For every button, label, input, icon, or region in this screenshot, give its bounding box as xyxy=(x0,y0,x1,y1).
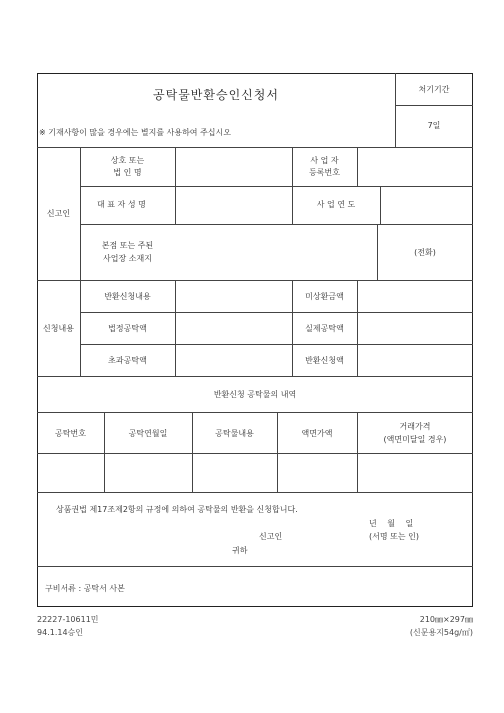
divider xyxy=(37,566,473,567)
label-actual-deposit: 실제공탁액 xyxy=(305,324,344,333)
face-value-cell[interactable] xyxy=(278,454,356,491)
signer-label: 신고인 xyxy=(259,532,283,541)
processing-period-value: 7일 xyxy=(427,121,441,130)
label-representative-name: 대 표 자 성 명 xyxy=(97,200,146,209)
label-address: 본점 또는 주된 xyxy=(101,241,154,250)
section-request: 신청내용 xyxy=(43,324,74,333)
registration-number-field[interactable] xyxy=(358,148,472,185)
processing-period-label: 처기기간 xyxy=(418,85,450,94)
divider xyxy=(395,105,473,106)
column-header: 거래가격 xyxy=(399,422,431,431)
label-business-name: 법 인 명 xyxy=(113,168,142,177)
excess-deposit-field[interactable] xyxy=(176,345,291,375)
label-address: 사업장 소재지 xyxy=(103,254,152,263)
business-name-field[interactable] xyxy=(176,148,291,185)
actual-deposit-field[interactable] xyxy=(358,313,472,343)
signature-hint: (서명 또는 인) xyxy=(369,532,419,541)
page-title: 공탁물반환승인신청서 xyxy=(153,88,279,102)
label-registration-number: 사 업 자 xyxy=(310,156,339,165)
label-registration-number: 등록번호 xyxy=(309,168,340,177)
column-header: 공탁물내용 xyxy=(215,429,254,438)
address-field[interactable] xyxy=(176,225,376,279)
paper-type: (신문용지54g/㎡) xyxy=(409,628,473,637)
deposit-content-cell[interactable] xyxy=(193,454,276,491)
divider xyxy=(37,376,473,377)
paper-size: 210㎜×297㎜ xyxy=(419,615,473,624)
addressee-label: 귀하 xyxy=(232,546,248,555)
return-detail-field[interactable] xyxy=(176,281,291,311)
approval-date: 94.1.14승인 xyxy=(37,628,83,637)
column-header: 액면가액 xyxy=(301,429,333,438)
phone-label: (전화) xyxy=(414,248,436,257)
legal-deposit-field[interactable] xyxy=(176,313,291,343)
deposit-list-heading: 반환신청 공탁물의 내역 xyxy=(213,390,297,399)
label-business-name: 상호 또는 xyxy=(110,156,145,165)
deposit-date-cell[interactable] xyxy=(105,454,191,491)
label-return-detail: 반환신청내용 xyxy=(104,292,151,301)
form-code: 22227-10611민 xyxy=(37,615,99,624)
trade-price-cell[interactable] xyxy=(358,454,472,491)
unreturned-amount-field[interactable] xyxy=(358,281,472,311)
label-unreturned-amount: 미상환금액 xyxy=(305,292,344,301)
label-legal-deposit: 법정공탁액 xyxy=(108,324,147,333)
label-business-year: 사 업 연 도 xyxy=(316,200,356,209)
label-return-amount: 반환신청액 xyxy=(305,356,344,365)
representative-name-field[interactable] xyxy=(176,187,291,223)
column-header: 공탁연월일 xyxy=(128,429,168,438)
required-documents: 구비서류 : 공탁서 사본 xyxy=(45,584,125,593)
section-applicant: 신고인 xyxy=(46,209,71,218)
return-amount-field[interactable] xyxy=(358,345,472,375)
divider xyxy=(37,412,473,413)
statement-text: 상품권법 제17조제2항의 규정에 의하여 공탁물의 반환을 신청합니다. xyxy=(56,505,298,514)
instruction-note: ※ 기재사항이 많을 경우에는 별지를 사용하여 주십시오 xyxy=(39,128,231,137)
column-header: (액면미달일 경우) xyxy=(383,435,447,444)
business-year-field[interactable] xyxy=(381,187,472,223)
column-header: 공탁번호 xyxy=(55,429,86,438)
date-line: 년 월 일 xyxy=(369,519,418,528)
label-excess-deposit: 초과공탁액 xyxy=(108,356,147,365)
divider xyxy=(37,492,473,493)
deposit-number-cell[interactable] xyxy=(38,454,103,491)
